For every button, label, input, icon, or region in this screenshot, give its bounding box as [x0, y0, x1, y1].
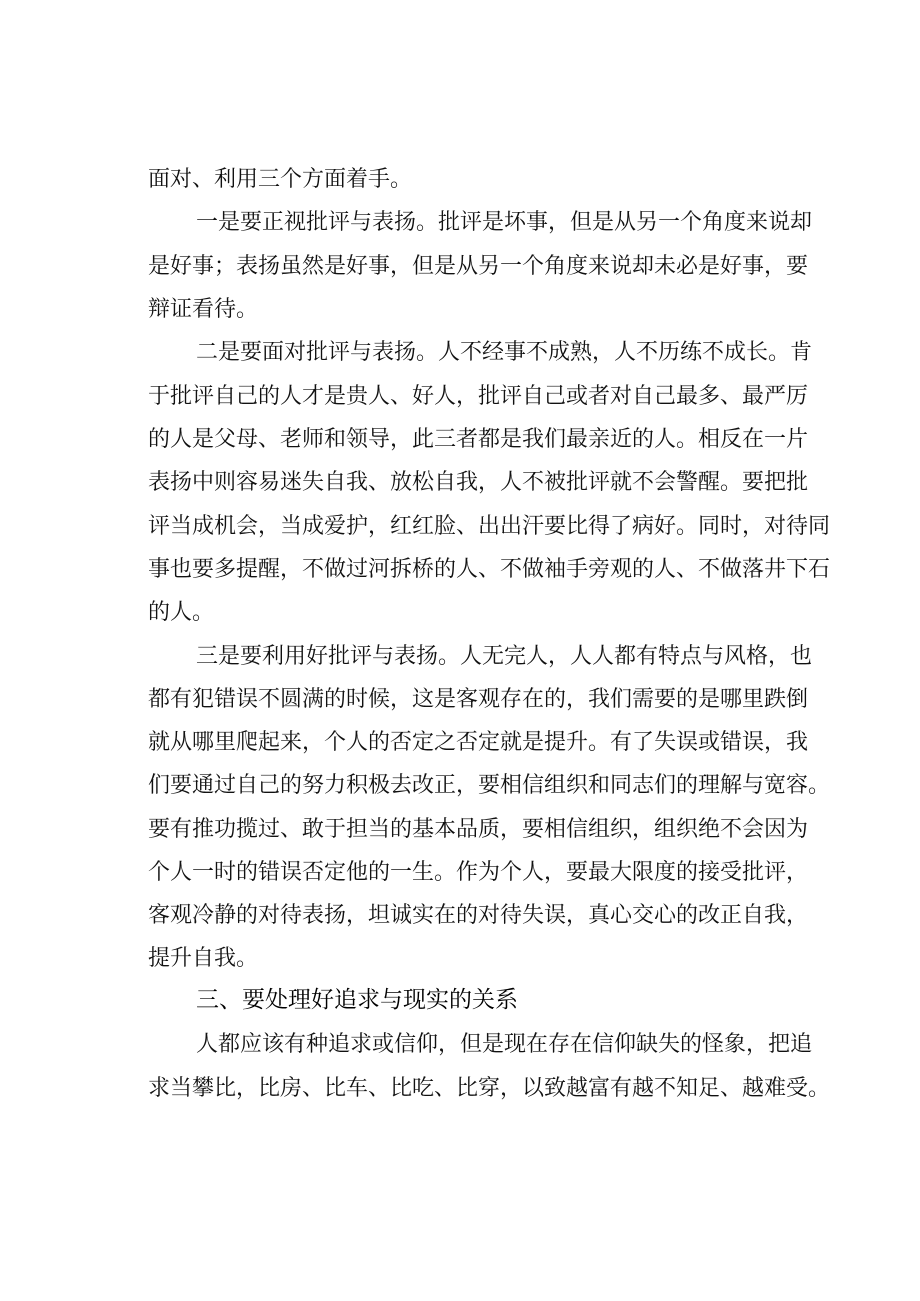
- paragraph-line: 评当成机会，当成爱护，红红脸、出出汗要比得了病好。同时，对待同: [148, 514, 831, 539]
- paragraph-line: 三是要利用好批评与表扬。人无完人，人人都有特点与风格，也: [196, 644, 813, 669]
- paragraph-line: 是好事；表扬虽然是好事，但是从另一个角度来说却未必是好事，要: [148, 254, 809, 279]
- paragraph-line: 的人。: [148, 600, 215, 625]
- paragraph-line: 都有犯错误不圆满的时候，这是客观存在的，我们需要的是哪里跌倒: [148, 687, 809, 712]
- paragraph-line: 提升自我。: [148, 946, 259, 971]
- paragraph-line: 个人一时的错误否定他的一生。作为个人，要最大限度的接受批评，: [148, 860, 809, 885]
- paragraph-line: 要有推功揽过、敢于担当的基本品质，要相信组织，组织绝不会因为: [148, 817, 809, 842]
- paragraph-line: 的人是父母、老师和领导，此三者都是我们最亲近的人。相反在一片: [148, 427, 809, 452]
- paragraph-line: 面对、利用三个方面着手。: [148, 167, 413, 192]
- paragraph-line: 二是要面对批评与表扬。人不经事不成熟，人不历练不成长。肯: [196, 340, 813, 365]
- paragraph-line: 求当攀比，比房、比车、比吃、比穿，以致越富有越不知足、越难受。: [148, 1076, 831, 1101]
- section-heading: 三、要处理好追求与现实的关系: [196, 987, 518, 1013]
- paragraph-line: 们要通过自己的努力积极去改正，要相信组织和同志们的理解与宽容。: [148, 773, 831, 798]
- paragraph-line: 人都应该有种追求或信仰，但是现在存在信仰缺失的怪象，把追: [196, 1032, 813, 1057]
- paragraph-line: 一是要正视批评与表扬。批评是坏事，但是从另一个角度来说却: [196, 210, 813, 235]
- paragraph-line: 客观冷静的对待表扬，坦诚实在的对待失误，真心交心的改正自我，: [148, 903, 809, 928]
- paragraph-line: 就从哪里爬起来，个人的否定之否定就是提升。有了失误或错误，我: [148, 730, 809, 755]
- paragraph-line: 辩证看待。: [148, 297, 259, 322]
- paragraph-line: 于批评自己的人才是贵人、好人，批评自己或者对自己最多、最严厉: [148, 384, 809, 409]
- paragraph-line: 表扬中则容易迷失自我、放松自我，人不被批评就不会警醒。要把批: [148, 470, 809, 495]
- paragraph-line: 事也要多提醒，不做过河拆桥的人、不做袖手旁观的人、不做落井下石: [148, 557, 831, 582]
